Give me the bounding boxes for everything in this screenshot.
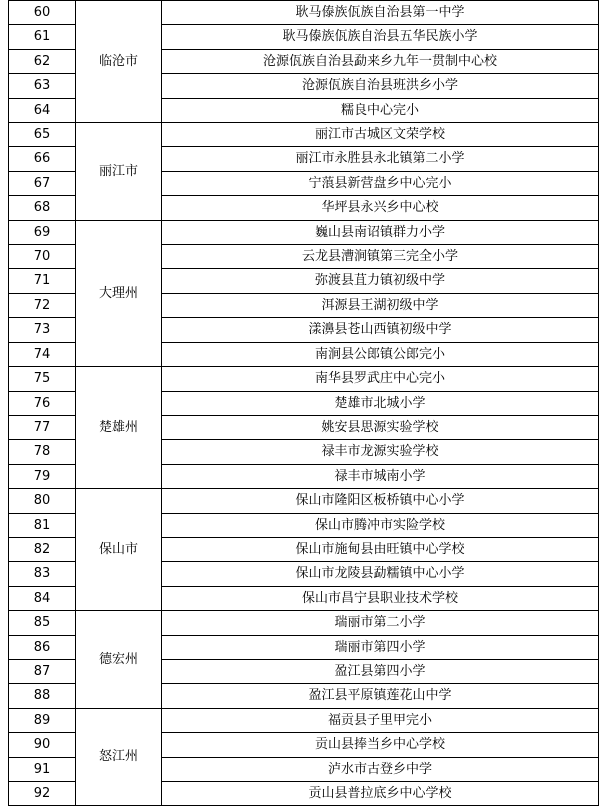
row-number: 83 bbox=[9, 562, 76, 586]
row-number: 61 bbox=[9, 25, 76, 49]
row-number: 88 bbox=[9, 684, 76, 708]
row-number: 86 bbox=[9, 635, 76, 659]
row-number: 79 bbox=[9, 464, 76, 488]
table-row bbox=[9, 489, 599, 513]
school-name: 丽江市永胜县永北镇第二小学 bbox=[162, 147, 599, 171]
row-number: 60 bbox=[9, 1, 76, 25]
table-row bbox=[9, 220, 599, 244]
school-name: 保山市腾冲市实险学校 bbox=[162, 513, 599, 537]
row-number: 80 bbox=[9, 489, 76, 513]
school-name: 云龙县漕涧镇第三完全小学 bbox=[162, 245, 599, 269]
school-name: 福贡县子里甲完小 bbox=[162, 708, 599, 732]
school-name: 洱源县王湖初级中学 bbox=[162, 293, 599, 317]
school-name: 华坪县永兴乡中心校 bbox=[162, 196, 599, 220]
school-name: 保山市龙陵县勐糯镇中心小学 bbox=[162, 562, 599, 586]
school-name: 沧源佤族自治县班洪乡小学 bbox=[162, 74, 599, 98]
school-name: 巍山县南诏镇群力小学 bbox=[162, 220, 599, 244]
school-name: 丽江市古城区文荣学校 bbox=[162, 123, 599, 147]
row-number: 72 bbox=[9, 293, 76, 317]
school-list-body bbox=[9, 1, 599, 806]
school-name: 禄丰市城南小学 bbox=[162, 464, 599, 488]
row-number: 87 bbox=[9, 659, 76, 683]
school-name: 楚雄市北城小学 bbox=[162, 391, 599, 415]
table-row bbox=[9, 367, 599, 391]
school-name: 贡山县普拉底乡中心学校 bbox=[162, 782, 599, 806]
school-name: 南涧县公郎镇公郎完小 bbox=[162, 342, 599, 366]
school-name: 漾濞县苍山西镇初级中学 bbox=[162, 318, 599, 342]
school-name: 禄丰市龙源实验学校 bbox=[162, 440, 599, 464]
city-name: 楚雄州 bbox=[76, 367, 162, 489]
school-name: 糯良中心完小 bbox=[162, 98, 599, 122]
city-name: 大理州 bbox=[76, 220, 162, 366]
row-number: 81 bbox=[9, 513, 76, 537]
table-row bbox=[9, 611, 599, 635]
school-name: 泸水市古登乡中学 bbox=[162, 757, 599, 781]
row-number: 71 bbox=[9, 269, 76, 293]
city-name: 怒江州 bbox=[76, 708, 162, 806]
table-row bbox=[9, 1, 599, 25]
row-number: 78 bbox=[9, 440, 76, 464]
row-number: 75 bbox=[9, 367, 76, 391]
school-name: 贡山县捧当乡中心学校 bbox=[162, 733, 599, 757]
school-name: 耿马傣族佤族自治县五华民族小学 bbox=[162, 25, 599, 49]
school-name: 弥渡县苴力镇初级中学 bbox=[162, 269, 599, 293]
row-number: 92 bbox=[9, 782, 76, 806]
row-number: 90 bbox=[9, 733, 76, 757]
school-name: 沧源佤族自治县勐来乡九年一贯制中心校 bbox=[162, 49, 599, 73]
table-row bbox=[9, 708, 599, 732]
school-name: 瑞丽市第四小学 bbox=[162, 635, 599, 659]
row-number: 70 bbox=[9, 245, 76, 269]
row-number: 84 bbox=[9, 586, 76, 610]
row-number: 77 bbox=[9, 415, 76, 439]
row-number: 68 bbox=[9, 196, 76, 220]
school-name: 宁蒗县新营盘乡中心完小 bbox=[162, 171, 599, 195]
row-number: 62 bbox=[9, 49, 76, 73]
school-name: 盈江县平原镇莲花山中学 bbox=[162, 684, 599, 708]
school-name: 耿马傣族佤族自治县第一中学 bbox=[162, 1, 599, 25]
row-number: 76 bbox=[9, 391, 76, 415]
row-number: 73 bbox=[9, 318, 76, 342]
row-number: 89 bbox=[9, 708, 76, 732]
row-number: 66 bbox=[9, 147, 76, 171]
city-name: 保山市 bbox=[76, 489, 162, 611]
city-name: 临沧市 bbox=[76, 1, 162, 123]
row-number: 74 bbox=[9, 342, 76, 366]
row-number: 91 bbox=[9, 757, 76, 781]
school-name: 南华县罗武庄中心完小 bbox=[162, 367, 599, 391]
row-number: 64 bbox=[9, 98, 76, 122]
row-number: 63 bbox=[9, 74, 76, 98]
row-number: 85 bbox=[9, 611, 76, 635]
school-name: 保山市昌宁县职业技术学校 bbox=[162, 586, 599, 610]
school-name: 瑞丽市第二小学 bbox=[162, 611, 599, 635]
school-list-table bbox=[8, 0, 599, 806]
school-name: 姚安县思源实验学校 bbox=[162, 415, 599, 439]
city-name: 德宏州 bbox=[76, 611, 162, 709]
row-number: 65 bbox=[9, 123, 76, 147]
row-number: 82 bbox=[9, 537, 76, 561]
row-number: 67 bbox=[9, 171, 76, 195]
school-name: 盈江县第四小学 bbox=[162, 659, 599, 683]
school-name: 保山市施甸县由旺镇中心学校 bbox=[162, 537, 599, 561]
row-number: 69 bbox=[9, 220, 76, 244]
city-name: 丽江市 bbox=[76, 123, 162, 221]
table-row bbox=[9, 123, 599, 147]
school-name: 保山市隆阳区板桥镇中心小学 bbox=[162, 489, 599, 513]
